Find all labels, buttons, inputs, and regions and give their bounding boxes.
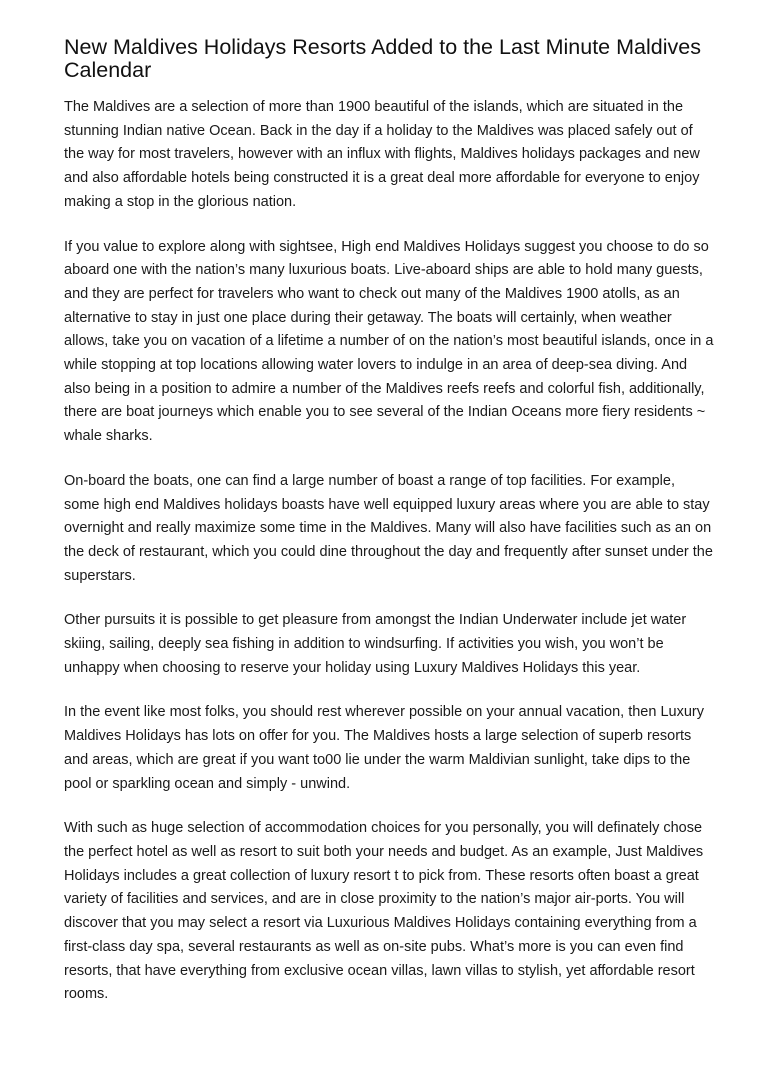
paragraph-3: On-board the boats, one can find a large number of boast a range of top facilities. For example, some high end Maldives holidays boasts have well equipped luxury areas where you are able to stay overnight and really maximize some time in the Maldives. Many will also have facilities such as an on the deck of restaurant, which you could dine throughout the day and frequently after sunset under the superstars. (64, 472, 713, 584)
paragraph-1: The Maldives are a selection of more than 1900 beautiful of the islands, which are situated in the stunning Indian native Ocean. Back in the day if a holiday to the Maldives was placed safely out of the way for most travelers, however with an influx with flights, Maldives holidays packages and new and also affordable hotels being constructed it is a great deal more affordable for everyone to enjoy making a stop in the glorious nation. (64, 99, 700, 210)
document-title: New Maldives Holidays Resorts Added to the Last Minute Maldives Calendar (64, 35, 701, 82)
paragraph-2: If you value to explore along with sightsee, High end Maldives Holidays suggest you choose to do so aboard one with the nation’s many luxurious boats. Live-aboard ships are able to hold many guests, and they are perfect for travelers who want to check out many of the Maldives 1900 atolls, as an alternative to stay in just one place during their getaway. The boats will certainly, when weather allows, take you on vacation of a lifetime a number of on the nation’s most beautiful islands, once in a while stopping at top locations allowing water lovers to indulge in an area of deep-sea diving. And also being in a position to admire a number of the Maldives reefs reefs and colorful fish, additionally, there are boat journeys which enable you to see several of the Indian Oceans more fiery residents ~ whale sharks. (64, 238, 714, 445)
document-page (64, 36, 714, 1028)
paragraph-4: Other pursuits it is possible to get pleasure from amongst the Indian Underwater include jet water skiing, sailing, deeply sea fishing in addition to windsurfing. If activities you wish, you won’t be unhappy when choosing to reserve your holiday using Luxury Maldives Holidays this year. (64, 612, 687, 676)
paragraph-5: In the event like most folks, you should rest wherever possible on your annual vacation, then Luxury Maldives Holidays has lots on offer for you. The Maldives hosts a large selection of superb resorts and areas, which are great if you want to00 lie under the warm Maldivian sunlight, take dips to the pool or sparkling ocean and simply - unwind. (64, 704, 704, 792)
paragraph-6: With such as huge selection of accommodation choices for you personally, you will definately chose the perfect hotel as well as resort to suit both your needs and budget. As an example, Just Maldives Holidays includes a great collection of luxury resort t to pick from. These resorts often boast a great variety of facilities and services, and are in close proximity to the nation’s major air-ports. You will discover that you may select a resort via Luxurious Maldives Holidays containing everything from a first-class day spa, several restaurants as well as on-site pubs. What’s more is you can even find resorts, that have everything from exclusive ocean villas, lawn villas to stylish, yet affordable resort rooms. (64, 820, 704, 1003)
